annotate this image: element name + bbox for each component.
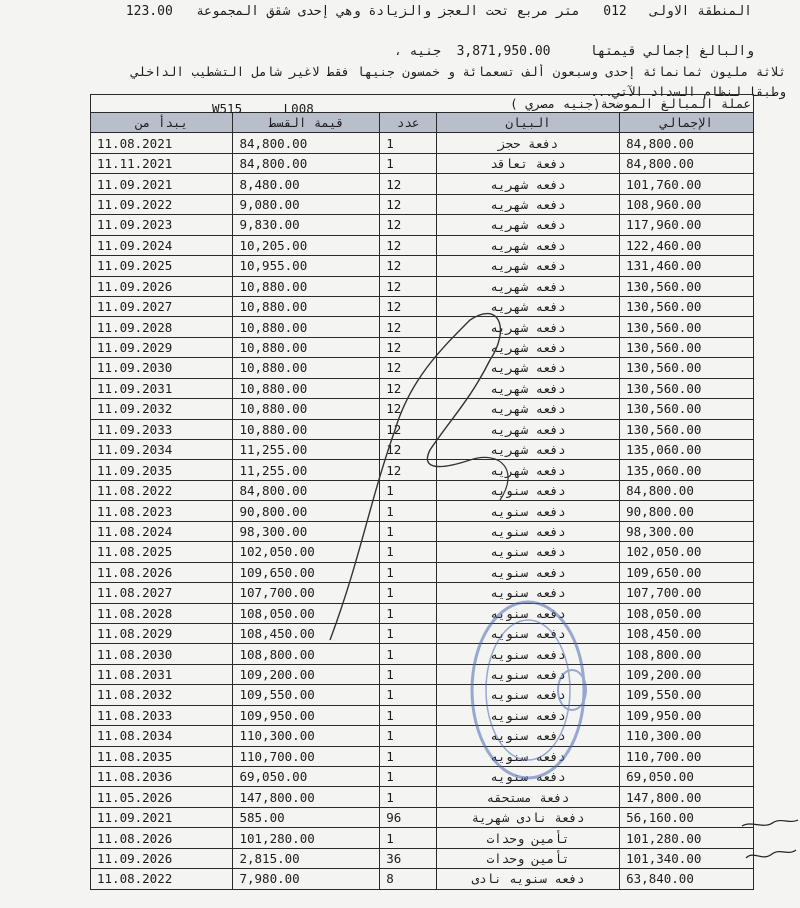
col-header-total: الإجمالي [620, 113, 754, 133]
row-installment: 109,200.00 [233, 664, 380, 684]
row-installment: 10,955.00 [233, 256, 380, 276]
row-description: دفعه شهريه [436, 460, 619, 480]
row-description: دفعه شهريه [436, 317, 619, 337]
total-label: والبالغ إجمالي قيمتها [589, 44, 754, 59]
row-description: دفعه سنويه [436, 603, 619, 623]
row-count: 1 [380, 705, 437, 725]
row-total: 109,200.00 [620, 664, 754, 684]
row-total: 108,960.00 [620, 194, 754, 214]
row-count: 1 [380, 726, 437, 746]
row-total: 109,650.00 [620, 562, 754, 582]
area-line [0, 4, 800, 19]
row-start-date: 11.08.2026 [91, 828, 233, 848]
row-description: دفعه شهريه [436, 440, 619, 460]
row-count: 12 [380, 358, 437, 378]
row-description: دفعه شهريه [436, 235, 619, 255]
row-start-date: 11.09.2029 [91, 337, 233, 357]
table-row [91, 358, 754, 378]
row-count: 1 [380, 828, 437, 848]
row-count: 1 [380, 562, 437, 582]
row-description: دفعه سنويه [436, 501, 619, 521]
row-description: دفعه سنويه [436, 746, 619, 766]
row-count: 12 [380, 174, 437, 194]
row-count: 12 [380, 235, 437, 255]
table-row [91, 726, 754, 746]
row-description: دفعه سنويه [436, 583, 619, 603]
table-row [91, 378, 754, 398]
row-installment: 84,800.00 [233, 153, 380, 173]
row-installment: 69,050.00 [233, 767, 380, 787]
row-count: 1 [380, 153, 437, 173]
row-description: دفعه شهريه [436, 215, 619, 235]
row-total: 108,050.00 [620, 603, 754, 623]
row-installment: 108,450.00 [233, 623, 380, 643]
row-installment: 109,650.00 [233, 562, 380, 582]
row-description: دفعه شهريه [436, 174, 619, 194]
row-total: 56,160.00 [620, 807, 754, 827]
row-description: دفعه سنويه [436, 664, 619, 684]
table-row [91, 603, 754, 623]
row-count: 12 [380, 276, 437, 296]
row-count: 12 [380, 296, 437, 316]
row-description: دفعه شهريه [436, 399, 619, 419]
row-count: 1 [380, 133, 437, 153]
row-installment: 107,700.00 [233, 583, 380, 603]
group-number: 012 [603, 4, 627, 19]
row-installment: 10,880.00 [233, 317, 380, 337]
row-installment: 10,880.00 [233, 358, 380, 378]
row-total: 130,560.00 [620, 419, 754, 439]
row-start-date: 11.08.2021 [91, 133, 233, 153]
row-start-date: 11.09.2033 [91, 419, 233, 439]
row-description: دفعه سنويه [436, 644, 619, 664]
row-installment: 10,880.00 [233, 296, 380, 316]
row-count: 1 [380, 644, 437, 664]
area-description: متر مربع تحت العجز والزيادة وهي إحدى شقق المجموعة [196, 4, 580, 19]
row-total: 130,560.00 [620, 317, 754, 337]
table-row [91, 337, 754, 357]
col-header-start: يبدأ من [91, 113, 233, 133]
row-installment: 2,815.00 [233, 848, 380, 868]
row-start-date: 11.05.2026 [91, 787, 233, 807]
zone-text: المنطقة الاولى [650, 4, 752, 19]
row-start-date: 11.09.2021 [91, 807, 233, 827]
row-count: 1 [380, 746, 437, 766]
row-installment: 10,880.00 [233, 276, 380, 296]
row-start-date: 11.08.2034 [91, 726, 233, 746]
table-row [91, 848, 754, 868]
row-installment: 585.00 [233, 807, 380, 827]
row-total: 84,800.00 [620, 480, 754, 500]
row-start-date: 11.08.2022 [91, 869, 233, 889]
row-start-date: 11.09.2022 [91, 194, 233, 214]
row-start-date: 11.08.2029 [91, 623, 233, 643]
table-row [91, 317, 754, 337]
row-total: 110,300.00 [620, 726, 754, 746]
row-total: 90,800.00 [620, 501, 754, 521]
row-installment: 110,300.00 [233, 726, 380, 746]
total-value-line [394, 44, 754, 59]
row-installment: 84,800.00 [233, 480, 380, 500]
row-start-date: 11.08.2028 [91, 603, 233, 623]
table-row [91, 460, 754, 480]
payment-schedule-table [90, 94, 754, 890]
table-row [91, 685, 754, 705]
row-start-date: 11.09.2034 [91, 440, 233, 460]
row-installment: 84,800.00 [233, 133, 380, 153]
row-description: دفعه سنويه [436, 726, 619, 746]
row-start-date: 11.08.2027 [91, 583, 233, 603]
unit-code [212, 101, 348, 116]
row-start-date: 11.09.2021 [91, 174, 233, 194]
row-total: 69,050.00 [620, 767, 754, 787]
table-row [91, 562, 754, 582]
row-count: 1 [380, 521, 437, 541]
row-start-date: 11.09.2024 [91, 235, 233, 255]
row-description: دفعه شهريه [436, 276, 619, 296]
row-count: 36 [380, 848, 437, 868]
row-start-date: 11.11.2021 [91, 153, 233, 173]
row-installment: 9,080.00 [233, 194, 380, 214]
row-count: 12 [380, 419, 437, 439]
row-installment: 10,880.00 [233, 419, 380, 439]
table-row [91, 542, 754, 562]
col-header-description: البيان [436, 113, 619, 133]
row-installment: 109,550.00 [233, 685, 380, 705]
row-total: 110,700.00 [620, 746, 754, 766]
row-installment: 11,255.00 [233, 440, 380, 460]
row-start-date: 11.08.2033 [91, 705, 233, 725]
table-row [91, 256, 754, 276]
table-row [91, 399, 754, 419]
row-total: 101,280.00 [620, 828, 754, 848]
row-start-date: 11.09.2026 [91, 848, 233, 868]
row-description: دفعه شهريه [436, 378, 619, 398]
row-start-date: 11.09.2028 [91, 317, 233, 337]
unit-building: W515 [212, 101, 243, 116]
row-installment: 147,800.00 [233, 787, 380, 807]
row-start-date: 11.08.2035 [91, 746, 233, 766]
row-count: 12 [380, 337, 437, 357]
row-total: 109,550.00 [620, 685, 754, 705]
row-total: 84,800.00 [620, 153, 754, 173]
row-count: 12 [380, 215, 437, 235]
table-row [91, 194, 754, 214]
table-row [91, 644, 754, 664]
row-count: 12 [380, 256, 437, 276]
table-row [91, 235, 754, 255]
row-start-date: 11.08.2032 [91, 685, 233, 705]
row-total: 122,460.00 [620, 235, 754, 255]
row-installment: 90,800.00 [233, 501, 380, 521]
table-row [91, 828, 754, 848]
row-description: تأمين وحدات [436, 828, 619, 848]
row-total: 108,450.00 [620, 623, 754, 643]
row-start-date: 11.09.2035 [91, 460, 233, 480]
row-description: دفعه سنويه [436, 562, 619, 582]
table-row [91, 215, 754, 235]
row-description: دفعة تعاقد [436, 153, 619, 173]
col-header-installment: قيمة القسط [233, 113, 380, 133]
col-header-count: عدد [380, 113, 437, 133]
table-row [91, 767, 754, 787]
row-description: دفعة نادى شهرية [436, 807, 619, 827]
row-installment: 10,880.00 [233, 337, 380, 357]
table-row [91, 869, 754, 889]
row-total: 130,560.00 [620, 358, 754, 378]
row-start-date: 11.08.2036 [91, 767, 233, 787]
row-count: 1 [380, 623, 437, 643]
row-start-date: 11.08.2026 [91, 562, 233, 582]
row-count: 1 [380, 501, 437, 521]
table-row [91, 419, 754, 439]
row-installment: 10,880.00 [233, 399, 380, 419]
row-total: 130,560.00 [620, 296, 754, 316]
row-installment: 101,280.00 [233, 828, 380, 848]
row-count: 1 [380, 787, 437, 807]
row-start-date: 11.09.2023 [91, 215, 233, 235]
table-row [91, 746, 754, 766]
row-description: دفعه سنويه نادى [436, 869, 619, 889]
row-description: دفعه سنويه [436, 542, 619, 562]
row-installment: 98,300.00 [233, 521, 380, 541]
row-start-date: 11.09.2030 [91, 358, 233, 378]
table-row [91, 174, 754, 194]
row-count: 8 [380, 869, 437, 889]
row-start-date: 11.09.2026 [91, 276, 233, 296]
row-total: 107,700.00 [620, 583, 754, 603]
row-start-date: 11.08.2024 [91, 521, 233, 541]
row-count: 96 [380, 807, 437, 827]
currency-label: جنيه ، [393, 44, 441, 59]
total-value: 3,871,950.00 [456, 44, 551, 59]
row-count: 12 [380, 317, 437, 337]
row-installment: 110,700.00 [233, 746, 380, 766]
row-start-date: 11.08.2025 [91, 542, 233, 562]
row-count: 1 [380, 603, 437, 623]
row-count: 12 [380, 399, 437, 419]
row-installment: 10,880.00 [233, 378, 380, 398]
unit-number: L008 [283, 101, 314, 116]
table-row [91, 664, 754, 684]
row-total: 135,060.00 [620, 440, 754, 460]
row-description: دفعه شهريه [436, 256, 619, 276]
amount-in-words: ثلاثة مليون ثمانمائة إحدى وسبعون ألف تسعمائة و خمسون جنيها فقط لاغير شامل التشطيب الداخلي [131, 64, 786, 79]
row-start-date: 11.09.2025 [91, 256, 233, 276]
row-installment: 9,830.00 [233, 215, 380, 235]
row-start-date: 11.09.2027 [91, 296, 233, 316]
row-start-date: 11.09.2032 [91, 399, 233, 419]
table-row [91, 480, 754, 500]
row-installment: 7,980.00 [233, 869, 380, 889]
row-installment: 10,205.00 [233, 235, 380, 255]
table-row [91, 705, 754, 725]
row-description: دفعه سنويه [436, 705, 619, 725]
row-total: 130,560.00 [620, 337, 754, 357]
table-row [91, 276, 754, 296]
row-total: 84,800.00 [620, 133, 754, 153]
row-count: 1 [380, 685, 437, 705]
row-total: 130,560.00 [620, 399, 754, 419]
row-total: 109,950.00 [620, 705, 754, 725]
table-row [91, 153, 754, 173]
row-installment: 108,050.00 [233, 603, 380, 623]
table-header-row [91, 113, 754, 133]
table-row [91, 807, 754, 827]
row-start-date: 11.08.2030 [91, 644, 233, 664]
row-description: دفعه سنويه [436, 767, 619, 787]
row-count: 12 [380, 460, 437, 480]
row-total: 102,050.00 [620, 542, 754, 562]
table-caption: عملة المبالغ الموضحة(جنيه مصري ) [90, 94, 754, 112]
row-description: دفعه شهريه [436, 296, 619, 316]
row-start-date: 11.08.2031 [91, 664, 233, 684]
row-description: دفعه شهريه [436, 194, 619, 214]
payment-system-line: وطبقا لنظام السداد الآتي... [590, 84, 786, 99]
row-description: دفعة حجز [436, 133, 619, 153]
row-total: 130,560.00 [620, 378, 754, 398]
row-total: 131,460.00 [620, 256, 754, 276]
row-start-date: 11.08.2022 [91, 480, 233, 500]
area-value: 123.00 [125, 4, 173, 19]
row-count: 12 [380, 194, 437, 214]
row-total: 98,300.00 [620, 521, 754, 541]
table-row [91, 521, 754, 541]
row-installment: 109,950.00 [233, 705, 380, 725]
row-description: دفعه شهريه [436, 358, 619, 378]
row-description: دفعه سنويه [436, 480, 619, 500]
row-count: 12 [380, 378, 437, 398]
row-total: 135,060.00 [620, 460, 754, 480]
table-row [91, 440, 754, 460]
row-total: 101,340.00 [620, 848, 754, 868]
row-installment: 11,255.00 [233, 460, 380, 480]
row-installment: 108,800.00 [233, 644, 380, 664]
table-row [91, 787, 754, 807]
row-description: دفعه سنويه [436, 521, 619, 541]
table-row [91, 501, 754, 521]
row-count: 1 [380, 542, 437, 562]
row-total: 108,800.00 [620, 644, 754, 664]
table-row [91, 133, 754, 153]
row-count: 12 [380, 440, 437, 460]
row-description: تأمين وحدات [436, 848, 619, 868]
table-row [91, 296, 754, 316]
row-count: 1 [380, 664, 437, 684]
row-description: دفعه شهريه [436, 419, 619, 439]
row-description: دفعه سنويه [436, 685, 619, 705]
row-start-date: 11.09.2031 [91, 378, 233, 398]
row-description: دفعه سنويه [436, 623, 619, 643]
row-total: 147,800.00 [620, 787, 754, 807]
row-total: 117,960.00 [620, 215, 754, 235]
row-total: 101,760.00 [620, 174, 754, 194]
row-installment: 8,480.00 [233, 174, 380, 194]
row-total: 130,560.00 [620, 276, 754, 296]
row-count: 1 [380, 767, 437, 787]
row-count: 1 [380, 583, 437, 603]
row-installment: 102,050.00 [233, 542, 380, 562]
table-row [91, 583, 754, 603]
row-total: 63,840.00 [620, 869, 754, 889]
row-description: دفعه شهريه [436, 337, 619, 357]
row-description: دفعة مستحقه [436, 787, 619, 807]
row-start-date: 11.08.2023 [91, 501, 233, 521]
table-row [91, 623, 754, 643]
row-count: 1 [380, 480, 437, 500]
